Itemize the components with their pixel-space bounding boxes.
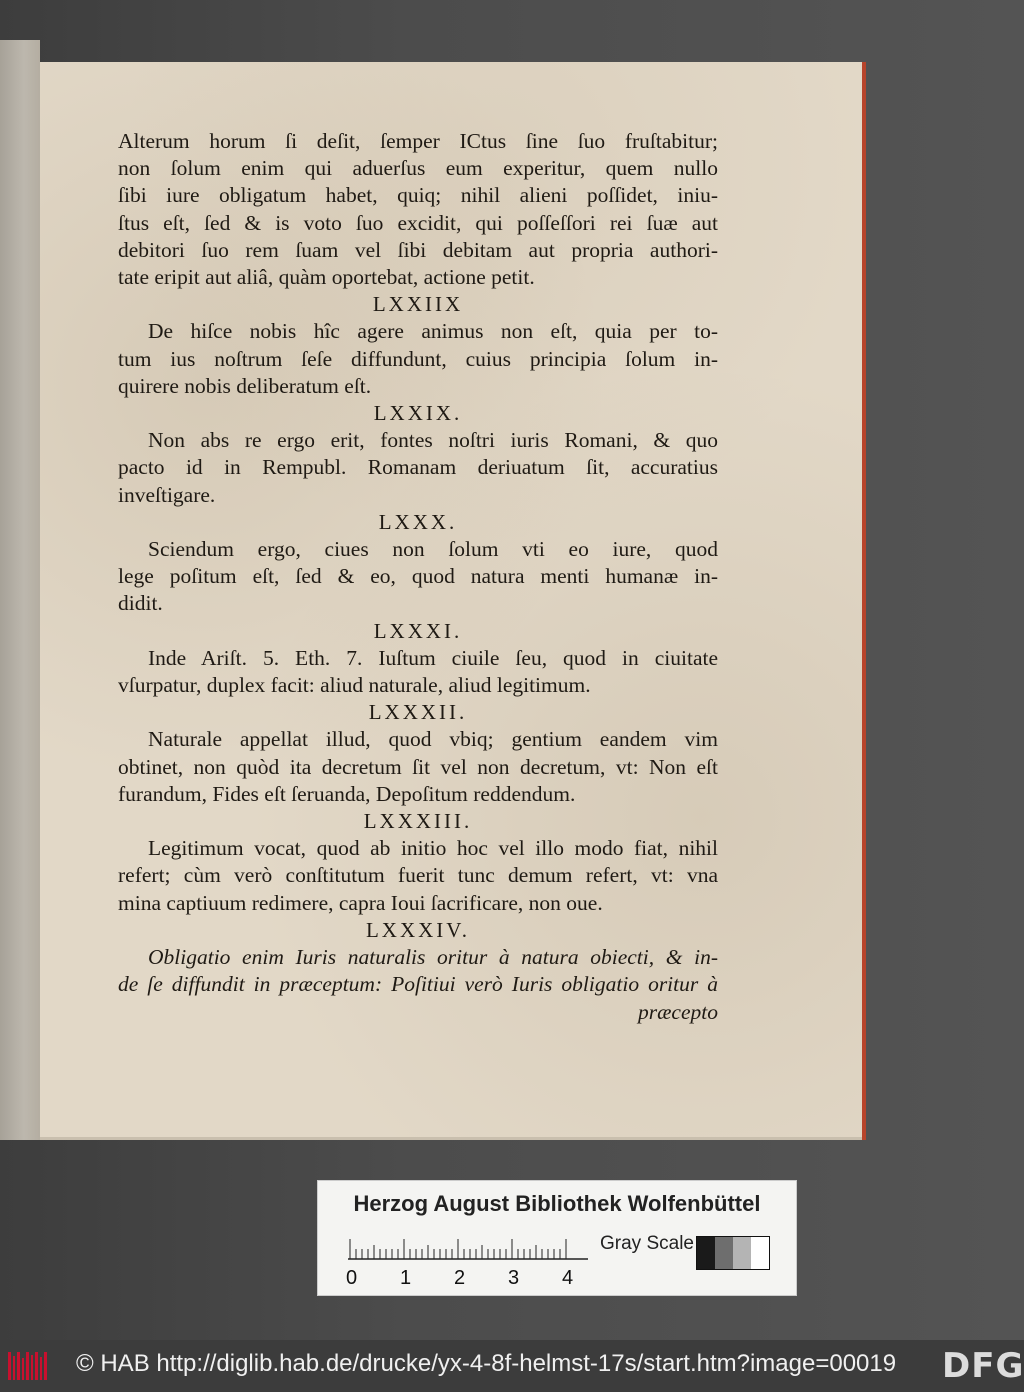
page-text-block	[118, 128, 718, 1026]
section-heading: LXXIIX	[372, 292, 464, 317]
color-scale-card	[317, 1180, 797, 1296]
facing-page-edge	[0, 40, 40, 1140]
text-line: quirere nobis deliberatum eſt.	[118, 373, 372, 398]
paragraph-lxxxiv	[118, 944, 718, 998]
swatch-white	[751, 1237, 769, 1269]
paragraph-lxxxii	[118, 726, 718, 808]
text-line: debitori ſuo rem ſuam vel ſibi debitam aut propria authori-	[118, 237, 718, 262]
text-line: ſtus eſt, ſed & is voto ſuo excidit, qui poſſeſſori rei ſuæ aut	[118, 210, 718, 235]
book-page	[40, 62, 866, 1140]
text-line: didit.	[118, 591, 163, 616]
ruler-numbers	[342, 1267, 602, 1291]
text-line: Inde Ariſt. 5. Eth. 7. Iuſtum ciuile ſeu, quod in ciuitate	[148, 645, 718, 670]
grayscale-swatches	[696, 1236, 770, 1270]
paragraph-lxxiix	[118, 318, 718, 400]
ruler-number: 0	[346, 1267, 358, 1289]
paragraph-lxxix	[118, 427, 718, 509]
text-line: Legitimum vocat, quod ab initio hoc vel illo modo fiat, nihil	[148, 836, 718, 861]
text-line: Naturale appellat illud, quod vbiq; gentium eandem vim	[148, 727, 718, 752]
catchword: præcepto	[637, 999, 718, 1024]
swatch-black	[697, 1237, 715, 1269]
paragraph-lxxvii-end	[118, 128, 718, 291]
ruler-number: 2	[454, 1267, 466, 1289]
section-heading: LXXXII.	[368, 700, 468, 725]
text-line: mina captiuum redimere, capra Ioui ſacrificare, non oue.	[118, 890, 603, 915]
swatch-dark-gray	[715, 1237, 733, 1269]
copyright-url[interactable]: © HAB http://diglib.hab.de/drucke/yx-4-8f-helmst-17s/start.htm?image=00019	[76, 1350, 897, 1377]
paragraph-lxxx	[118, 536, 718, 618]
text-line: tate eripit aut aliâ, quàm oportebat, actione petit.	[118, 265, 535, 290]
swatch-light-gray	[733, 1237, 751, 1269]
footer-bar	[0, 1340, 1024, 1392]
grayscale-label: Gray Scale	[600, 1233, 694, 1254]
dfg-logo: DFG	[942, 1346, 1024, 1386]
paragraph-lxxxiii	[118, 835, 718, 917]
text-line: refert; cùm verò conſtitutum fuerit tunc demum refert, vt: vna	[118, 863, 718, 888]
text-line: Non abs re ergo erit, fontes noſtri iuris Romani, & quo	[148, 428, 718, 453]
text-line: obtinet, non quòd ita decretum ſit vel non decretum, vt: Non eſt	[118, 754, 718, 779]
ruler-number: 1	[400, 1267, 412, 1289]
text-line: Alterum horum ſi deſit, ſemper ICtus ſine ſuo fruſtabitur;	[118, 129, 718, 153]
ruler-icon	[348, 1235, 588, 1261]
text-line: lege poſitum eſt, ſed & eo, quod natura menti humanæ in-	[118, 564, 718, 589]
text-line: inveſtigare.	[118, 482, 216, 507]
section-heading: LXXX.	[378, 509, 458, 534]
section-heading: LXXIX.	[373, 401, 463, 426]
library-name: Herzog August Bibliothek Wolfenbüttel	[353, 1191, 761, 1216]
text-line: tum ius noſtrum ſeſe diffundunt, cuius principia ſolum in-	[118, 346, 718, 371]
text-line: vſurpatur, duplex facit: aliud naturale, aliud legitimum.	[118, 673, 591, 698]
text-line: ſibi iure obligatum habet, quiq; nihil alieni poſſidet, iniu-	[118, 183, 718, 208]
barcode-icon	[8, 1352, 48, 1380]
text-line: Obligatio enim Iuris naturalis oritur à natura obiecti, & in-	[148, 945, 718, 970]
text-line: De hiſce nobis hîc agere animus non eſt, quia per to-	[148, 319, 718, 344]
text-line: pacto id in Rempubl. Romanam deriuatum ſit, accuratius	[118, 455, 718, 480]
text-line: furandum, Fides eſt ſeruanda, Depoſitum reddendum.	[118, 781, 576, 806]
section-heading: LXXXI.	[373, 618, 463, 643]
section-heading: LXXXIII.	[363, 809, 473, 834]
ruler-number: 3	[508, 1267, 520, 1289]
section-heading: LXXXIV.	[365, 917, 471, 942]
text-line: de ſe diffundit in præceptum: Poſitiui verò Iuris obligatio oritur à	[118, 972, 718, 997]
ruler-number: 4	[562, 1267, 574, 1289]
text-line: non ſolum enim qui aduerſus eum experitur, quem nullo	[118, 156, 718, 181]
paragraph-lxxxi	[118, 645, 718, 699]
text-line: Sciendum ergo, ciues non ſolum vti eo iure, quod	[148, 537, 718, 562]
